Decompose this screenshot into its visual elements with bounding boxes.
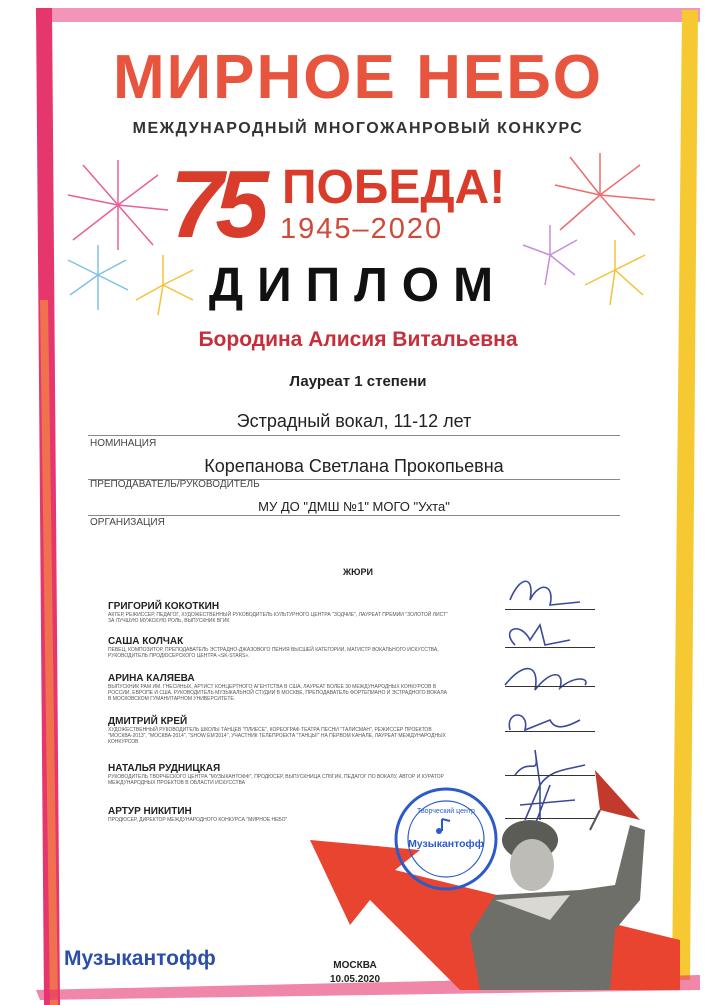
contest-title: МИРНОЕ НЕБО xyxy=(112,43,604,112)
divider xyxy=(88,435,620,436)
teacher-value: Корепанова Светлана Прокопьевна xyxy=(204,456,504,476)
footer-date: 10.05.2020 xyxy=(329,974,381,985)
award-degree: Лауреат 1 степени xyxy=(289,373,427,390)
signature-line xyxy=(505,609,595,610)
jury-member-name: ГРИГОРИЙ КОКОТКИН xyxy=(108,601,220,612)
emblem-word: ПОБЕДА! xyxy=(282,161,506,214)
jury-member xyxy=(108,716,448,745)
jury-member xyxy=(108,763,448,786)
contest-subtitle: МЕЖДУНАРОДНЫЙ МНОГОЖАНРОВЫЙ КОНКУРС xyxy=(132,120,584,137)
jury-member xyxy=(108,673,448,702)
jury-member xyxy=(108,601,448,624)
divider xyxy=(88,515,620,516)
jury-member-desc: ПЕВЕЦ, КОМПОЗИТОР, ПРЕПОДАВАТЕЛЬ ЭСТРАДНО-ДЖАЗОВОГО ПЕНИЯ ВЫСШЕЙ КАТЕГОРИИ, МАГИСТР ВОКАЛЬНОГО ИСКУССТВА, РУКОВОДИТЕЛЬ ПРОДЮСЕРСКОГО ЦЕНТРА «SK-STARS». xyxy=(108,647,439,659)
stamp-icon xyxy=(392,785,500,893)
jury-member-desc: АКТЕР, РЕЖИССЕР, ПЕДАГОГ, ХУДОЖЕСТВЕННЫЙ РУКОВОДИТЕЛЬ КУЛЬТУРНОГО ЦЕНТРА "ЗОДЧИЕ", ЛАУРЕАТ ПРЕМИИ "ЗОЛОТОЙ ЛИСТ" ЗА ЛУЧШУЮ МУЖСКУЮ РОЛЬ, ВЫПУСКНИК ВГИК xyxy=(108,612,448,624)
jury-member-name: АРИНА КАЛЯЕВА xyxy=(108,673,195,684)
nomination-label: НОМИНАЦИЯ xyxy=(90,438,157,449)
stamp-top-text: Творческий центр xyxy=(417,808,475,815)
footer-city: МОСКВА xyxy=(333,960,377,971)
jury-member-name: ДМИТРИЙ КРЕЙ xyxy=(108,716,188,727)
musicantoff-logo: Музыкантофф xyxy=(64,947,216,970)
stamp-name: Музыкантофф xyxy=(408,838,484,850)
organization-label: ОРГАНИЗАЦИЯ xyxy=(90,517,165,528)
teacher-label: ПРЕПОДАВАТЕЛЬ/РУКОВОДИТЕЛЬ xyxy=(90,479,260,490)
jury-member-desc: ХУДОЖЕСТВЕННЫЙ РУКОВОДИТЕЛЬ ШКОЛЫ ТАНЦЕВ "ПЛИЕСЕ", КОРЕОГРАФ ТЕАТРА ПЕСНИ "ТАЛИСМАН", РЕЖИССЕР ПРОЕКТОВ "МОСКВА-2013", "МОСКВА-2014", "SHOW EM'2014", УЧАСТНИК ТЕЛЕПРОЕКТА "ТАНЦЫ!" НА ПЕРВОМ КАНАЛЕ, ЛАУРЕАТ МЕЖДУНАРОДНЫХ КОНКУРСОВ xyxy=(108,727,446,745)
document-heading: ДИПЛОМ xyxy=(208,259,508,312)
jury-member xyxy=(108,636,448,659)
jury-member-desc: ВЫПУСКНИК РАМ ИМ. ГНЕСИНЫХ, АРТИСТ КОНЦЕРТНОГО АГЕНТСТВА В США, ЛАУРЕАТ БОЛЕЕ 30 МЕЖДУНАРОДНЫХ КОНКУРСОВ В РОССИИ, ЕВРОПЕ И США. РУКОВОДИТЕЛЬ МУЗЫКАЛЬНОЙ СТУДИИ В МОСКВЕ, ПРЕПОДАВАТЕЛЬ ФОРТЕПИАНО И ЭСТРАДНОГО ВОКАЛА В МОСКОВСКОМ ГУМАНИТАРНОМ УНИВЕРСИТЕТЕ. xyxy=(108,684,447,702)
signature-line xyxy=(505,686,595,687)
signature-line xyxy=(505,647,595,648)
jury-member-name: САША КОЛЧАК xyxy=(108,636,184,647)
signature-line xyxy=(505,731,595,732)
emblem-number: 75 xyxy=(170,151,261,258)
jury-title: ЖЮРИ xyxy=(343,567,373,577)
organization-value: МУ ДО "ДМШ №1" МОГО "Ухта" xyxy=(258,499,450,514)
nomination-value: Эстрадный вокал, 11-12 лет xyxy=(236,411,472,431)
emblem-years: 1945–2020 xyxy=(280,213,444,245)
jury-member-desc: РУКОВОДИТЕЛЬ ТВОРЧЕСКОГО ЦЕНТРА "МУЗЫКАНТОФФ", ПРОДЮСЕР, ВЫПУСКНИЦА СПбГИК, ПЕДАГОГ ПО ВОКАЛУ, АВТОР И КУРАТОР МЕЖДУНАРОДНЫХ ПРОЕКТОВ В ОБЛАСТИ ИСКУССТВА xyxy=(108,774,444,786)
recipient-name: Бородина Алисия Витальевна xyxy=(198,328,518,351)
jury-member-name: АРТУР НИКИТИН xyxy=(108,806,192,817)
jury-member-name: НАТАЛЬЯ РУДНИЦКАЯ xyxy=(108,763,221,774)
jury-member-desc: ПРОДЮСЕР, ДИРЕКТОР МЕЖДУНАРОДНОГО КОНКУРСА "МИРНОЕ НЕБО" xyxy=(108,817,288,823)
